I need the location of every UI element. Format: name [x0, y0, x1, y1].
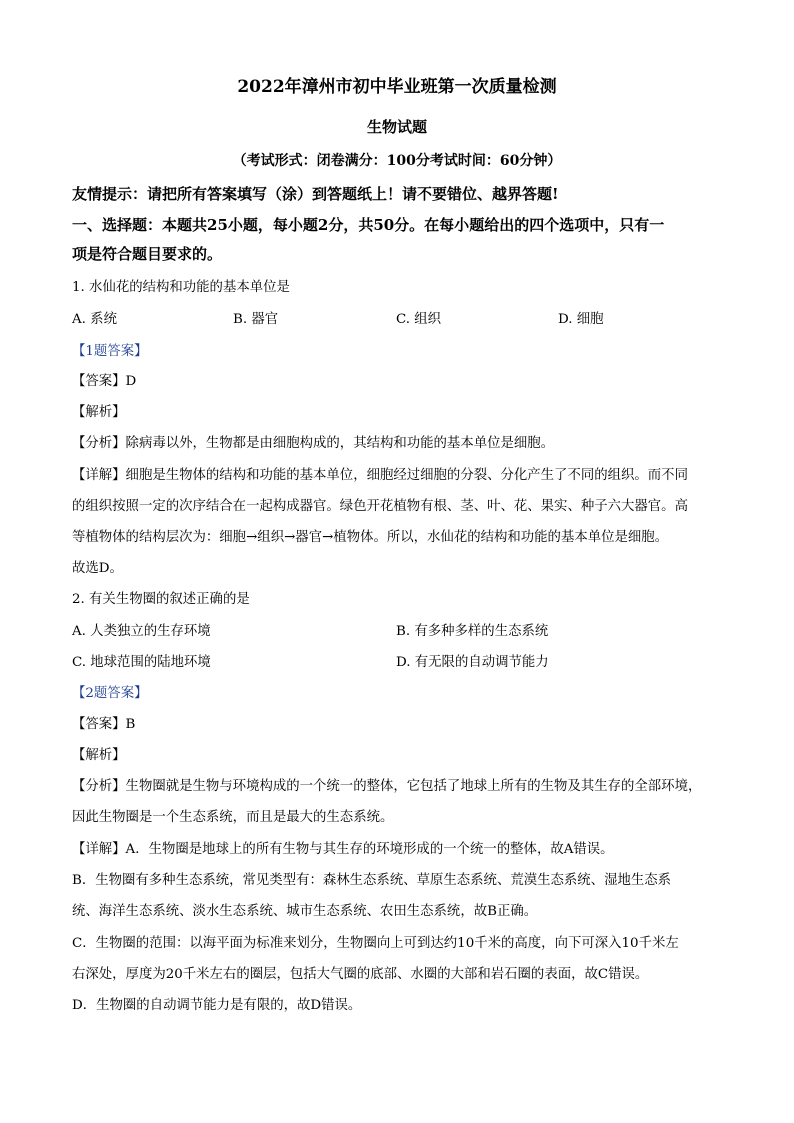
- section-heading-line2: 项是符合题目要求的。: [72, 245, 223, 263]
- section-heading-line1: 一、选择题：本题共25小题，每小题2分，共50分。在每小题给出的四个选项中，只有一: [72, 216, 665, 234]
- q2-fenxi-line1: 【分析】生物圈就是生物与环境构成的一个统一的整体，它包括了地球上所有的生物及其生存的全部环境，: [72, 779, 702, 794]
- q2-answer: 【答案】B: [72, 717, 136, 732]
- q1-xiangjie-line4: 故选D。: [72, 561, 123, 576]
- q2-option-c: C. 地球范围的陆地环境: [72, 655, 211, 670]
- q1-answer-heading: 【1题答案】: [72, 344, 148, 359]
- q1-fenxi: 【分析】除病毒以外，生物都是由细胞构成的，其结构和功能的基本单位是细胞。: [72, 436, 555, 451]
- q1-answer: 【答案】D: [72, 374, 137, 389]
- q2-xiangjie-line2: B．生物圈有多种生态系统，常见类型有：森林生态系统、草原生态系统、荒漠生态系统、湿地生态系: [72, 873, 672, 888]
- q2-option-d: D. 有无限的自动调节能力: [396, 655, 549, 670]
- q1-xiangjie-line2: 的组织按照一定的次序结合在一起构成器官。绿色开花植物有根、茎、叶、花、果实、种子六大器官。高: [72, 499, 688, 514]
- q2-stem: 2. 有关生物圈的叙述正确的是: [72, 592, 250, 607]
- exam-subject: 生物试题: [366, 118, 427, 136]
- q2-xiangjie-line1: 【详解】A．生物圈是地球上的所有生物与其生存的环境形成的一个统一的整体，故A错误。: [72, 842, 614, 857]
- q2-analysis-label: 【解析】: [72, 748, 126, 763]
- q1-option-a: A. 系统: [72, 312, 117, 327]
- q1-option-c: C. 组织: [396, 312, 442, 327]
- q2-xiangjie-line4: C．生物圈的范围：以海平面为标准来划分，生物圈向上可到达约10千米的高度，向下可深入10千米左: [72, 936, 679, 951]
- q2-option-a: A. 人类独立的生存环境: [72, 624, 211, 639]
- q2-xiangjie-line5: 右深处，厚度为20千米左右的圈层，包括大气圈的底部、水圈的大部和岩石圈的表面，故C错误。: [72, 967, 649, 982]
- q2-answer-heading: 【2题答案】: [72, 686, 148, 701]
- q2-option-b: B. 有多种多样的生态系统: [396, 624, 549, 639]
- q1-option-b: B. 器官: [233, 312, 279, 327]
- q2-xiangjie-line3: 统、海洋生态系统、淡水生态系统、城市生态系统、农田生态系统，故B正确。: [72, 904, 538, 919]
- q1-option-d: D. 细胞: [558, 312, 604, 327]
- exam-info: （考试形式：闭卷满分：100分考试时间：60分钟）: [232, 153, 562, 169]
- exam-title: 2022年漳州市初中毕业班第一次质量检测: [237, 77, 557, 97]
- q1-xiangjie-line1: 【详解】细胞是生物体的结构和功能的基本单位，细胞经过细胞的分裂、分化产生了不同的组织。而不同: [72, 468, 688, 483]
- q1-xiangjie-line3: 等植物体的结构层次为：细胞→组织→器官→植物体。所以，水仙花的结构和功能的基本单位是细胞。: [72, 530, 669, 545]
- friendly-hint: 友情提示：请把所有答案填写（涂）到答题纸上！请不要错位、越界答题!: [72, 185, 559, 203]
- q1-stem: 1. 水仙花的结构和功能的基本单位是: [72, 280, 290, 295]
- q2-fenxi-line2: 因此生物圈是一个生态系统，而且是最大的生态系统。: [72, 810, 394, 825]
- q2-xiangjie-line6: D．生物圈的自动调节能力是有限的，故D错误。: [72, 998, 362, 1013]
- q1-analysis-label: 【解析】: [72, 405, 126, 420]
